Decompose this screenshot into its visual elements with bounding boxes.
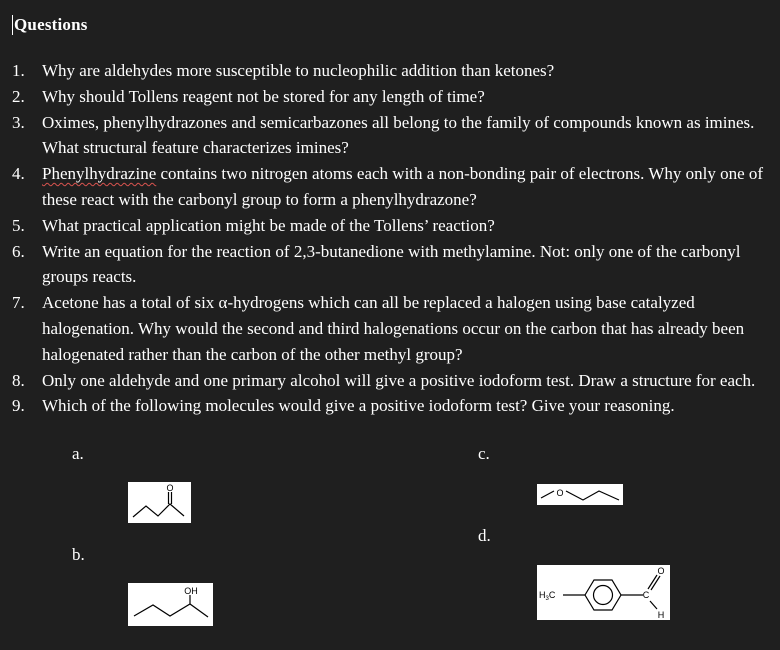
question-text: Only one aldehyde and one primary alcohol will give a positive iodoform test. Draw a structure for each. xyxy=(42,370,756,390)
question-text: Which of the following molecules would give a positive iodoform test? Give your reasoning. xyxy=(42,396,675,416)
aromatic-circle xyxy=(594,586,613,605)
aldehyde-hydrogen-bond xyxy=(650,601,657,609)
aldehyde-oxygen-label: O xyxy=(657,566,665,576)
molecule-a-image xyxy=(128,482,191,523)
question-number: 9. xyxy=(12,396,25,416)
question-text: Why should Tollens reagent not be stored for any length of time? xyxy=(42,86,485,106)
question-item xyxy=(12,161,777,213)
question-item xyxy=(12,393,777,419)
molecule-b-image xyxy=(128,583,213,626)
benzene-ring xyxy=(585,580,621,610)
question-number: 5. xyxy=(12,215,25,235)
question-item xyxy=(12,110,777,162)
question-item xyxy=(12,368,777,394)
question-text: What practical application might be made of the Tollens’ reaction? xyxy=(42,215,495,235)
question-text-rest: contains two nitrogen atoms each with a non-bonding pair of electrons. Why only one of these react with the carbonyl group to form a phenylhydrazone? xyxy=(42,164,764,209)
page-title: Questions xyxy=(14,15,88,34)
question-list xyxy=(12,58,777,419)
methyl-group-label: $H_3C$ xyxy=(539,590,556,602)
ether-oxygen-label: O xyxy=(556,488,564,498)
question-text: Why are aldehydes more susceptible to nucleophilic addition than ketones? xyxy=(42,61,555,80)
ethyl-chain-bond xyxy=(566,491,619,500)
aldehyde-hydrogen-label: H xyxy=(657,610,665,620)
molecule-c-structure xyxy=(537,484,623,505)
question-item xyxy=(12,239,777,291)
question-item xyxy=(12,58,777,84)
question-text xyxy=(42,161,777,213)
question-item xyxy=(12,213,777,239)
question-number: 2. xyxy=(12,86,25,106)
question-number: 7. xyxy=(12,293,25,313)
hydroxyl-label: OH xyxy=(184,586,198,596)
question-text: Acetone has a total of six α-hydrogens which can all be replaced a halogen using base catalyzed halogenation. Why would the second and third halogenations occur on the carbon that has already been halogenated rather than the carbon of the other methyl group? xyxy=(42,293,745,364)
molecule-d-structure xyxy=(537,565,670,620)
question-number: 4. xyxy=(12,164,25,184)
carbon-chain-bond xyxy=(134,604,208,617)
option-d-label: d. xyxy=(478,526,491,545)
aldehyde-carbon-label: C xyxy=(642,590,650,600)
question-number: 1. xyxy=(12,61,25,80)
question-number: 3. xyxy=(12,112,25,132)
carbon-chain-bond xyxy=(133,504,184,517)
question-item xyxy=(12,290,777,367)
spellcheck-flagged-word[interactable]: Phenylhydrazine xyxy=(42,164,157,184)
molecule-a-structure xyxy=(128,482,191,523)
option-a-label: a. xyxy=(72,444,84,463)
question-text: Write an equation for the reaction of 2,3-butanedione with methylamine. Not: only one of the carbonyl groups reacts. xyxy=(42,241,741,287)
question-item xyxy=(12,84,777,110)
option-c-label: c. xyxy=(478,444,490,463)
molecule-c-image xyxy=(537,484,623,505)
question-text: Oximes, phenylhydrazones and semicarbazones all belong to the family of compounds known as imines. What structural feature characterizes imines? xyxy=(42,112,755,158)
option-b-label: b. xyxy=(72,545,85,564)
question-number: 6. xyxy=(12,241,25,261)
molecule-b-structure xyxy=(128,583,213,626)
question-number: 8. xyxy=(12,370,25,390)
oxygen-atom-label: O xyxy=(166,483,174,493)
molecule-d-image xyxy=(537,565,670,620)
methyl-bond xyxy=(541,491,554,498)
